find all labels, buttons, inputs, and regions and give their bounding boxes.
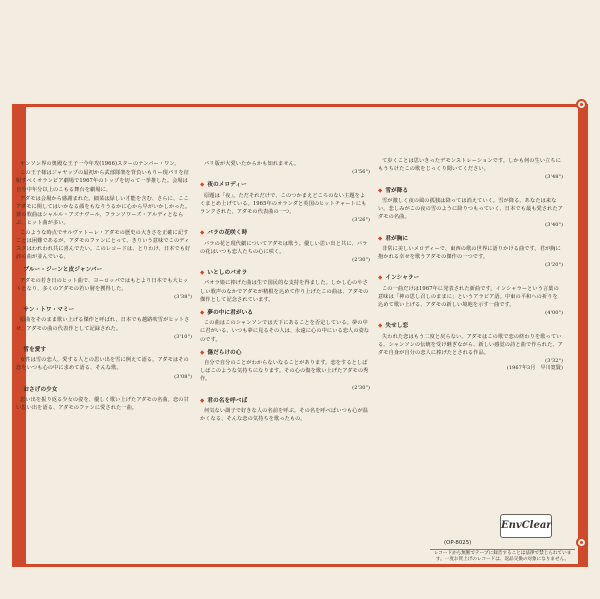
song-heading: ◆ インシャラー <box>378 275 420 282</box>
song-duration: (3'38") <box>174 294 192 301</box>
diamond-bullet-icon: ◆ <box>200 349 205 356</box>
song-heading: ◆ 雪が降る <box>378 187 409 194</box>
song-duration: (3'40") <box>545 222 563 229</box>
song-description: 原曲をそのまま歌い上げる傑作と呼ばれ、日本でも越路吹雪がヒットさせ、アダモの曲の代表作として記録された。 <box>16 317 190 332</box>
song-description: 雪が激しく夜の風の孤独は降っては消えていく。雪が降る、あなたは来ない。悲しみがこの夜の雪のように降りつもっていく、日本でも最も愛されたアダモの名曲。 <box>378 197 563 221</box>
diamond-bullet-icon: ◆ <box>200 270 205 277</box>
intro-paragraph: パリ版が大愛いたからかも知れません。 <box>204 161 300 167</box>
song-duration: (3'56") <box>352 169 370 176</box>
song-heading: ◆ 雪を愛す <box>16 347 47 354</box>
diamond-bullet-icon: ◆ <box>200 182 205 189</box>
song-heading: ◆ 夢の中に君がいる <box>200 310 253 317</box>
diamond-bullet-icon: ◆ <box>378 235 383 242</box>
song-heading: ◆ 君が胸に <box>378 235 409 242</box>
diamond-bullet-icon: ◆ <box>16 386 21 393</box>
song-duration: (3'20") <box>545 262 563 269</box>
song-description: パオラ姫に捧げた曲は生で国民的な支持を得ました。しかし心のやさしい歌声のなかでアダモが精根を込めて作り上げたこの曲は、アダモの傑作として記念されています。 <box>200 280 369 303</box>
song-description: 女性は雪の恋人、愛する人との思い出を雪に例えて語る。アダモはその恋をいつも心の中に求めて語る、そんな歌。 <box>16 357 189 372</box>
diamond-bullet-icon: ◆ <box>378 275 383 282</box>
song-description: 原題は「夜」。ただそれだけで、このつかまえどころのない主題をよくまとめ上げている。1965年のオランダと英国のヒットチャートにもランクされた、アダモの代表曲の一つ。 <box>200 192 367 216</box>
liner-notes-column-1 <box>16 160 192 413</box>
corner-ornament-icon <box>576 99 587 110</box>
song-heading: ◆ バラの花咲く時 <box>200 230 248 237</box>
frame-bottom-border <box>26 564 578 567</box>
liner-notes-column-2 <box>200 160 370 424</box>
song-description: この一曲だけは1967年に発表された新曲です。インシャラーという言葉の意味は「神の思し召しのままに」というアラビア語。中東の平和への祈りを込めて歌い上げる、アダモの新しい境地を示す一曲です。 <box>378 285 559 309</box>
song-description: 思い出を振り返る少女の姿を、優しく歌い上げたアダモの名曲。恋の甘い思い出を語る、アダモのファンに愛された一曲。 <box>16 397 189 412</box>
song-description: 何気ない調子で好きな人の名前を呼ぶ。その名を呼べばいつも心が温かくなる、そんな恋の気持ちを歌ったもの。 <box>200 408 369 423</box>
song-duration: (3'08") <box>174 373 192 380</box>
catalog-number: (OP-8025) <box>444 540 472 546</box>
intro-paragraph: このような時点でサルヴァトーレ・アダモの歴史の大きさを正確に記すことは困難であるが、アダモのファンにとって、きりいう意味でこのディスクはわれわれ共に喜んでたい。このレコードは、とりわけ、日本でも好評の曲が並んでいる。 <box>16 229 191 261</box>
diamond-bullet-icon: ◆ <box>16 307 21 314</box>
song-duration: (3'48") <box>545 174 563 181</box>
song-duration: (3'32") <box>545 358 563 365</box>
intro-paragraph: この王子様はジャヤップの最初から武部隊楽を背負いもりー現パリを征服すべくオランピア劇場で1967年のトップを切って一挙推した。会場は自分中年分以上のこもる舞台を劇場に、 <box>16 170 190 193</box>
song-description: 失われた恋はもう二度と戻らない。アダモはこの歌で恋の終わりを歌っている。シャンソンの伝統を受け継ぎながら、新しい感覚の詩と曲で作られた、アダモ自身が自分の恋人に捧げたとされる作品。 <box>378 333 563 357</box>
song-duration: (3'26") <box>352 217 370 224</box>
diamond-bullet-icon: ◆ <box>200 310 205 317</box>
song-heading: ◆ 夜のメロディー <box>200 182 247 189</box>
diamond-bullet-icon: ◆ <box>200 397 205 404</box>
diamond-bullet-icon: ◆ <box>200 230 205 237</box>
song-heading: ◆ 君の名を呼べば <box>200 397 248 404</box>
intro-paragraph: アダモは会場から感謝まれた。細菜は緑しい才能を含む、さらに、ここアダモに関してはいかなる顔をもなりうるかに心から早がいかしかった。彼の歌曲はシャルル・アズナヴール、フランソワーズ・アルディとならぶ、ヒット曲が多い。 <box>16 195 191 227</box>
song-duration: (3'10") <box>174 333 192 340</box>
song-heading: ◆ おさげの少女 <box>16 386 58 393</box>
song-description: バラの花と現代劇についてアダモは歌う。優しい思い出と共に、バラの花はいつも恋人たちの心に咲く。 <box>200 240 368 255</box>
song-heading: ◆ 失せし恋 <box>378 323 409 330</box>
author-signature: (1967年3月 早川寛賢) <box>506 365 563 372</box>
song-duration: (4'00") <box>545 310 563 317</box>
song-heading: ◆ ブルー・ジーンと皮ジャンパー <box>16 267 103 274</box>
liner-notes-column-3 <box>378 157 563 373</box>
diamond-bullet-icon: ◆ <box>378 323 383 330</box>
song-description: この曲はこのシャンソンでは天下にあることを否定している。夢の中に君がいる、いつも夢に見るその人は、永遠に心の中にいる恋人の姿なのです。 <box>200 320 370 343</box>
frame-top-border <box>26 104 578 107</box>
song-description: 非常に美しいメロディーで、東西の歌の世界に語りかける曲です。君が胸に抱かれる幸せを歌うアダモの傑作の一つです。 <box>378 245 561 261</box>
song-heading: ◆ 傷だらけの心 <box>200 349 242 356</box>
song-heading: ◆ いとしのパオラ <box>200 270 248 277</box>
song-heading: ◆ サン・トワ・マミー <box>16 307 75 314</box>
frame-right-border <box>578 104 588 567</box>
divider <box>430 549 575 550</box>
diamond-bullet-icon: ◆ <box>378 187 383 194</box>
copyright-notice: レコードから無断でテープに録音することは法律で禁じられています。一度お買上げのレコードは、返品交換の対象になりません。 <box>433 551 572 562</box>
song-duration: (2'30") <box>352 257 370 264</box>
song-duration: (2'30") <box>352 384 370 391</box>
corner-ornament-icon <box>576 537 587 548</box>
intro-paragraph: ヤンソン界の奥殿な王子一今年攻(1966)スターのナンバー・ワン。 <box>20 161 180 167</box>
diamond-bullet-icon: ◆ <box>16 267 21 274</box>
intro-paragraph: て歩くことは思いきったデモンストレーションです。しかも何の生い立ちにもうちけたこの歌をじっくり聞いてください。 <box>378 158 561 173</box>
diamond-bullet-icon: ◆ <box>16 347 21 354</box>
song-description: 自分で自分のことがわからないなることがあります。恋をするとしばしばこのような気持ちになります。その心の傷を歌い上げたアダモの秀作。 <box>200 360 369 383</box>
song-description: アダモの若き日のヒット曲で、ヨーロッパではもとより日本でも大ヒットとなり、多くのアダモの若い層を獲得した。 <box>16 277 189 292</box>
record-label-logo: EnvClear <box>500 514 552 538</box>
